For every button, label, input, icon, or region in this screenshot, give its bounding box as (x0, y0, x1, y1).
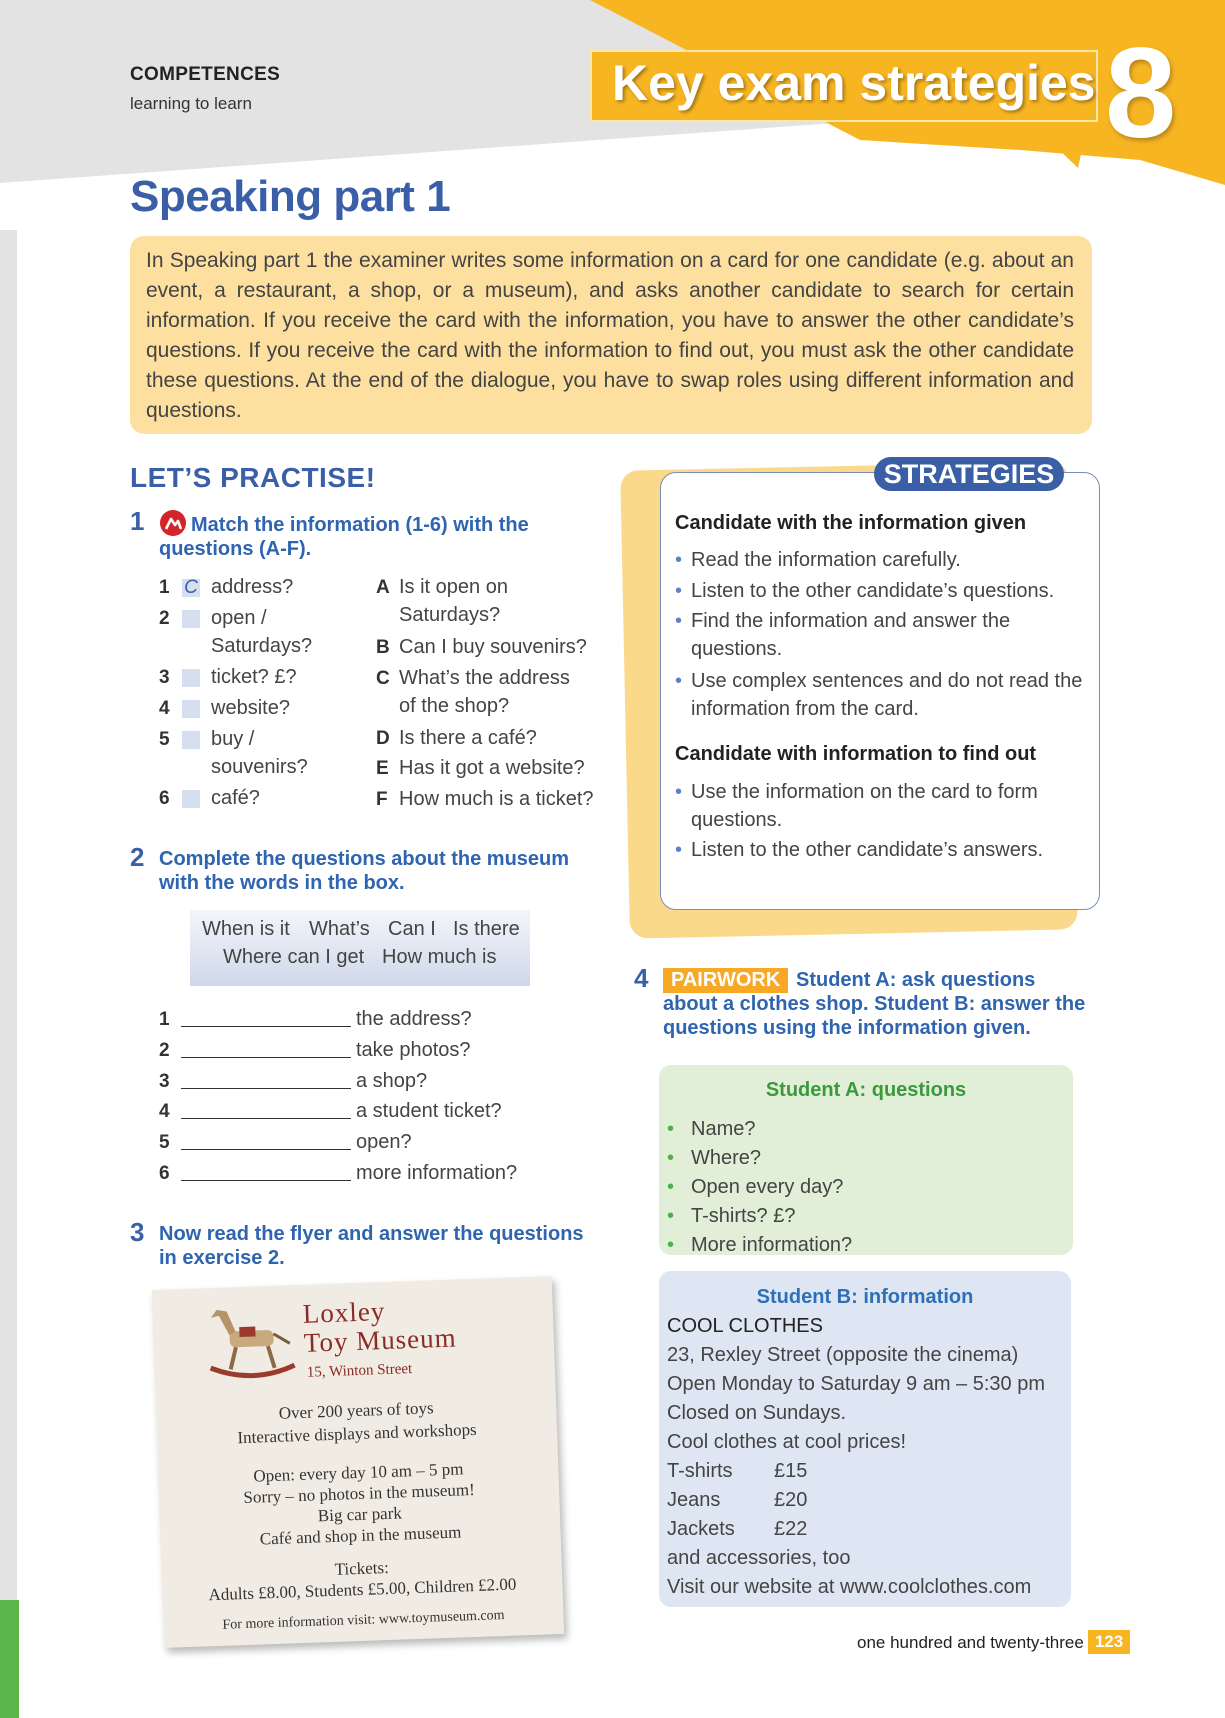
intro-text: In Speaking part 1 the examiner writes some information on a card for one candidate (e.g. about an event, a restaurant, a shop, or a museum), and asks another candidate to search for certain information. If you receive the card with the information, you have to answer the other candidate’s questions. If you receive the card with the information to find out, you must ask the other candidate these questions. At the end of the dialogue, you have to swap roles using different information and questions. (146, 249, 1074, 422)
flyer-address: 15, Winton Street (306, 1361, 413, 1381)
item-number: 6 (159, 1163, 170, 1184)
item-text: café? (211, 787, 260, 809)
price-value: £20 (774, 1489, 808, 1511)
page-edge-strip (0, 230, 17, 1718)
question-item: Name? (691, 1118, 756, 1140)
item-text: the address? (356, 1008, 472, 1030)
strategy-text: questions. (691, 809, 783, 831)
bullet-dot: • (667, 1205, 675, 1227)
info-line: Open Monday to Saturday 9 am – 5:30 pm (667, 1373, 1045, 1395)
price-item: Jeans (667, 1489, 721, 1511)
museum-flyer (152, 1276, 564, 1648)
flyer-name: Loxley (302, 1295, 386, 1329)
answer-blank[interactable] (181, 1180, 351, 1181)
item-number: 2 (159, 608, 170, 629)
item-text: website? (211, 697, 290, 719)
item-number: 6 (159, 788, 170, 809)
exercise-3-number: 3 (130, 1217, 145, 1247)
item-number: 4 (159, 1101, 170, 1122)
info-line: and accessories, too (667, 1547, 851, 1569)
item-text: take photos? (356, 1039, 471, 1061)
exercise-4-instruction: Student A: ask questions (796, 969, 1036, 991)
competences-label: COMPETENCES (130, 64, 281, 85)
student-b-title: Student B: information (756, 1286, 974, 1308)
speaking-icon (160, 510, 186, 536)
flyer-line: Big car park (317, 1503, 403, 1526)
word-box-word: When is it (202, 918, 290, 940)
strategy-text: Listen to the other candidate’s questions. (691, 580, 1055, 602)
flyer-line: Café and shop in the museum (259, 1522, 462, 1549)
strategy-text: Listen to the other candidate’s answers. (691, 839, 1044, 861)
item-number: 2 (159, 1040, 170, 1061)
student-a-card (659, 1065, 1073, 1255)
practise-heading: LET’S PRACTISE! (130, 462, 376, 493)
answer-blank[interactable] (181, 1026, 351, 1027)
strategies-heading: Candidate with information to find out (675, 743, 1037, 765)
exercise-3-instruction: in exercise 2. (159, 1247, 285, 1269)
option-text: Saturdays? (399, 604, 501, 626)
word-box-word: How much is (382, 946, 497, 968)
item-text: open / (211, 607, 267, 629)
option-letter: B (376, 637, 390, 658)
student-b-card (659, 1271, 1071, 1607)
flyer-line: Open: every day 10 am – 5 pm (253, 1459, 464, 1486)
info-line: 23, Rexley Street (opposite the cinema) (667, 1344, 1019, 1366)
item-text: address? (211, 576, 294, 598)
bullet-dot: • (675, 580, 683, 602)
item-number: 1 (159, 1009, 170, 1030)
exercise-4-instruction: questions using the information given. (663, 1017, 1031, 1039)
word-box-word: Where can I get (223, 946, 365, 968)
price-item: T-shirts (667, 1460, 733, 1482)
option-text: Is there a café? (399, 727, 537, 749)
page-number: 123 (1088, 1630, 1130, 1654)
flyer-line: Sorry – no photos in the museum! (243, 1479, 476, 1508)
exercise-1-instruction: questions (A-F). (159, 538, 312, 560)
answer-box[interactable] (182, 669, 200, 687)
info-line: COOL CLOTHES (667, 1315, 823, 1337)
page-tab-marker (0, 1600, 19, 1718)
option-letter: C (376, 668, 390, 689)
item-text: a student ticket? (356, 1100, 502, 1122)
flyer-more-info: For more information visit: www.toymuseum.com (222, 1607, 505, 1633)
bullet-dot: • (675, 610, 683, 632)
info-line: Closed on Sundays. (667, 1402, 847, 1424)
bullet-dot: • (675, 549, 683, 571)
answer-box[interactable] (182, 731, 200, 749)
info-line: Visit our website at www.coolclothes.com (667, 1576, 1032, 1598)
word-box (190, 910, 530, 986)
option-text: Is it open on (399, 576, 508, 598)
option-text: Has it got a website? (399, 757, 585, 779)
bullet-dot: • (667, 1176, 675, 1198)
option-text: How much is a ticket? (399, 788, 594, 810)
unit-title: Key exam strategies (612, 55, 1096, 111)
strategy-text: Find the information and answer the (691, 610, 1011, 632)
strategies-heading: Candidate with the information given (675, 512, 1027, 534)
option-text: of the shop? (399, 695, 510, 717)
item-number: 4 (159, 698, 170, 719)
item-number: 1 (159, 577, 170, 598)
exercise-2-instruction: Complete the questions about the museum (159, 848, 570, 870)
unit-number: 8 (1105, 22, 1177, 165)
flyer-line: Over 200 years of toys (278, 1398, 434, 1423)
item-text: open? (356, 1131, 412, 1153)
word-box-word: Is there (453, 918, 520, 940)
item-text: a shop? (356, 1070, 428, 1092)
item-text: ticket? £? (211, 666, 297, 688)
strategy-text: questions. (691, 638, 783, 660)
exercise-1-number: 1 (130, 506, 145, 536)
answer-blank[interactable] (181, 1149, 351, 1150)
exercise-1-instruction: Match the information (1-6) with the (191, 514, 529, 536)
option-text: What’s the address (399, 667, 570, 689)
rocking-horse-icon (204, 1303, 299, 1382)
item-number: 3 (159, 667, 170, 688)
flyer-line: Interactive displays and workshops (237, 1419, 477, 1448)
bullet-dot: • (667, 1147, 675, 1169)
price-value: £22 (774, 1518, 808, 1540)
item-number: 3 (159, 1071, 170, 1092)
question-item: More information? (691, 1234, 853, 1256)
exercise-2-number: 2 (130, 842, 145, 872)
info-line: Cool clothes at cool prices! (667, 1431, 907, 1453)
intro-box (130, 236, 1092, 434)
bullet-dot: • (675, 670, 683, 692)
item-number: 5 (159, 729, 170, 750)
strategy-text: information from the card. (691, 698, 919, 720)
exercise-2-instruction: with the words in the box. (159, 872, 405, 894)
item-number: 5 (159, 1132, 170, 1153)
flyer-name: Toy Museum (303, 1322, 458, 1358)
pairwork-tag: PAIRWORK (663, 968, 788, 993)
item-text: buy / (211, 728, 255, 750)
exercise-3-instruction: Now read the flyer and answer the questions (159, 1223, 584, 1245)
exercise-4-number: 4 (634, 963, 649, 993)
word-box-word: What’s (309, 918, 370, 940)
item-text: souvenirs? (211, 756, 308, 778)
item-text: more information? (356, 1162, 518, 1184)
price-value: £15 (774, 1460, 808, 1482)
price-item: Jackets (667, 1518, 735, 1540)
question-item: Open every day? (691, 1176, 844, 1198)
student-a-title: Student A: questions (765, 1079, 967, 1101)
strategy-text: Use complex sentences and do not read the (691, 670, 1083, 692)
answer-box[interactable] (182, 700, 200, 718)
question-item: Where? (691, 1147, 762, 1169)
bullet-dot: • (675, 781, 683, 803)
question-item: T-shirts? £? (691, 1205, 796, 1227)
competences-sublabel: learning to learn (130, 94, 252, 113)
strategies-label: STRATEGIES (874, 457, 1064, 491)
answer-box[interactable] (182, 790, 200, 808)
page-title: Speaking part 1 (130, 172, 451, 221)
bullet-dot: • (667, 1234, 675, 1256)
option-letter: F (376, 789, 388, 810)
answer-box[interactable]: C (182, 579, 200, 597)
exercise-4-instruction: about a clothes shop. Student B: answer the (663, 993, 1086, 1015)
option-text: Can I buy souvenirs? (399, 636, 587, 658)
option-letter: E (376, 758, 389, 779)
strategy-text: Use the information on the card to form (691, 781, 1038, 803)
bullet-dot: • (675, 839, 683, 861)
item-text: Saturdays? (211, 635, 313, 657)
answer-blank[interactable] (181, 1118, 351, 1119)
flyer-tickets: Adults £8.00, Students £5.00, Children £2.00 (208, 1574, 517, 1605)
answer-blank[interactable] (181, 1057, 351, 1058)
strategy-text: Read the information carefully. (691, 549, 961, 571)
answer-box[interactable] (182, 610, 200, 628)
flyer-tickets-label: Tickets: (334, 1557, 390, 1579)
answer-blank[interactable] (181, 1088, 351, 1089)
option-letter: A (376, 577, 390, 598)
word-box-word: Can I (388, 918, 436, 940)
bullet-dot: • (667, 1118, 675, 1140)
page-number-words: one hundred and twenty-three (857, 1633, 1084, 1652)
option-letter: D (376, 728, 390, 749)
